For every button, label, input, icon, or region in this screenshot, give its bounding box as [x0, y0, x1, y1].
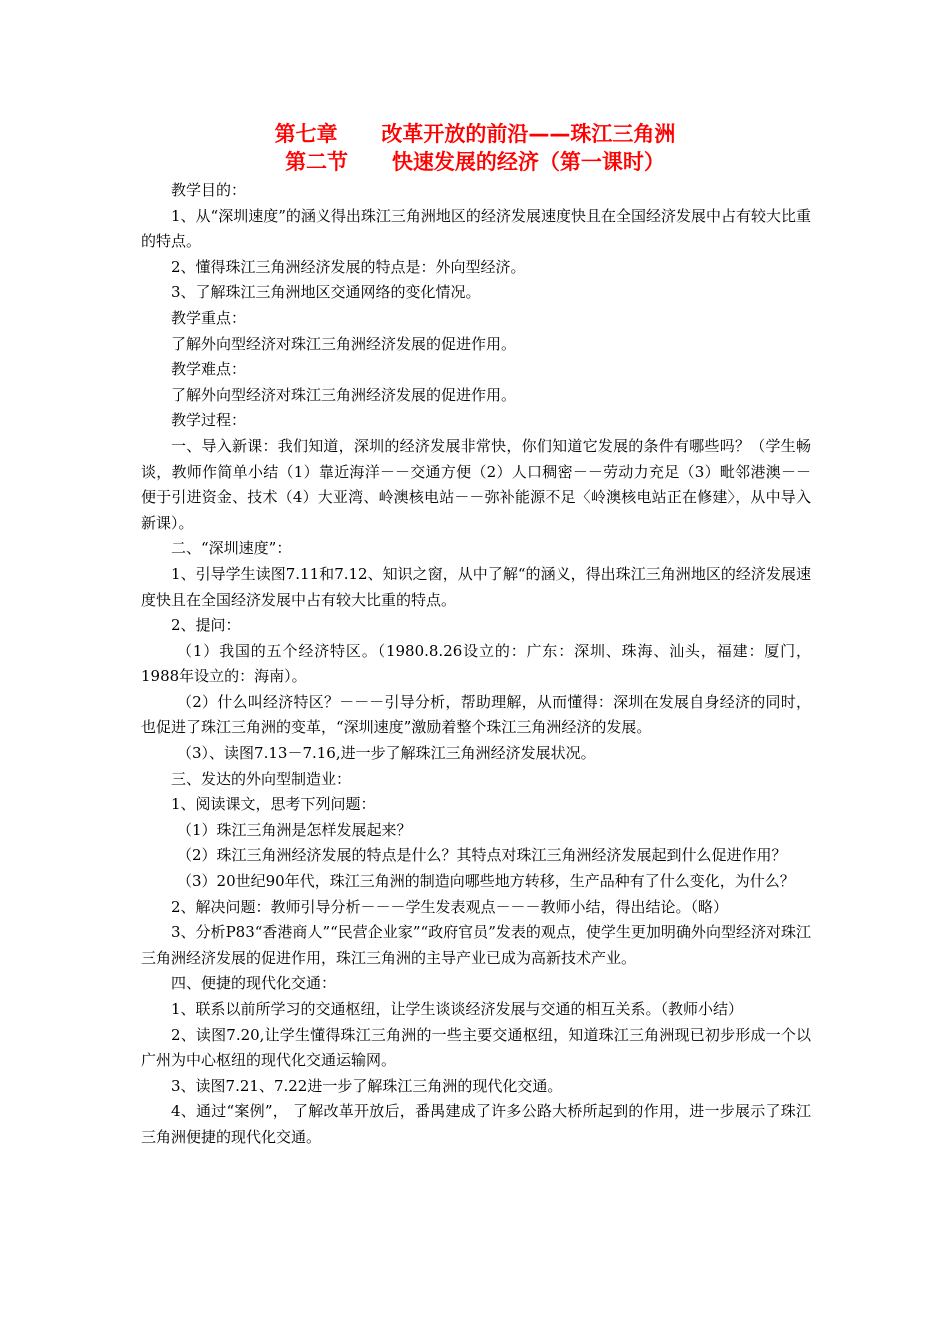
- objective-2: 2、懂得珠江三角洲经济发展的特点是：外向型经济。: [171, 257, 526, 276]
- section-3-question-1: （1）珠江三角洲是怎样发展起来？: [177, 820, 412, 839]
- document-body: [141, 178, 811, 1151]
- section-4-item-1: 1、联系以前所学习的交通枢纽，让学生谈谈经济发展与交通的相互关系。（教师小结）: [171, 1000, 744, 1018]
- difficulties-text: 了解外向型经济对珠江三角洲经济发展的促进作用。: [171, 385, 517, 404]
- heading-key-points: 教学重点：: [171, 308, 247, 327]
- section-4-item-4: 4、通过“案例”， 了解改革开放后，番禺建成了许多公路大桥所起到的作用，进一步展示了珠江三角洲便捷的现代化交通。: [141, 1102, 811, 1146]
- section-2-item-1: 1、引导学生读图7.11和7.12、知识之窗，从中了解“的涵义，得出珠江三角洲地区的经济发展速度快且在全国经济发展中占有较大比重的特点。: [141, 564, 811, 609]
- section-4-item-3: 3、读图7.21、7.22进一步了解珠江三角洲的现代化交通。: [171, 1076, 563, 1095]
- section-2-heading: 二、“深圳速度”：: [171, 539, 292, 558]
- section-4-item-2: 2、读图7.20,让学生懂得珠江三角洲的一些主要交通枢纽，知道珠江三角洲现已初步形成一个以广州为中心枢纽的现代化交通运输网。: [141, 1025, 811, 1070]
- objective-3: 3、了解珠江三角洲地区交通网络的变化情况。: [171, 283, 481, 302]
- section-2-question-2: （2）什么叫经济特区？－－－引导分析，帮助理解，从而懂得：深圳在发展自身经济的同时，也促进了珠江三角洲的变革，“深圳速度”激励着整个珠江三角洲经济的发展。: [141, 692, 811, 737]
- section-3-question-3: （3）20世纪90年代，珠江三角洲的制造向哪些地方转移，生产品种有了什么变化，为什么？: [177, 872, 795, 891]
- key-points-text: 了解外向型经济对珠江三角洲经济发展的促进作用。: [171, 334, 517, 353]
- heading-process: 教学过程：: [171, 411, 247, 430]
- section-4-heading: 四、便捷的现代化交通：: [171, 974, 337, 993]
- section-3-question-2: （2）珠江三角洲经济发展的特点是什么？其特点对珠江三角洲经济发展起到什么促进作用？: [177, 846, 787, 865]
- section-3-heading: 三、发达的外向型制造业：: [171, 769, 352, 788]
- section-3-item-1: 1、阅读课文，思考下列问题：: [171, 795, 376, 814]
- section-title: 第二节 快速发展的经济（第一课时）: [285, 150, 665, 174]
- section-2-item-2: 2、提问：: [171, 616, 241, 635]
- heading-difficulties: 教学难点：: [171, 360, 247, 379]
- section-2-question-3: （3）、读图7.13－7.16,进一步了解珠江三角洲经济发展状况。: [177, 744, 596, 763]
- heading-objectives: 教学目的：: [171, 181, 247, 199]
- section-2-question-1: （1）我国的五个经济特区。（1980.8.26设立的：广东：深圳、珠海、汕头，福建：厦门，1988年设立的：海南）。: [141, 641, 811, 686]
- section-3-item-2: 2、解决问题：教师引导分析－－－学生发表观点－－－教师小结，得出结论。（略）: [171, 897, 729, 916]
- objective-1: 1、从“深圳速度”的涵义得出珠江三角洲地区的经济发展速度快且在全国经济发展中占有较大比重的特点。: [141, 206, 811, 251]
- process-intro: 一、导入新课：我们知道，深圳的经济发展非常快，你们知道它发展的条件有哪些吗？（学生畅谈，教师作简单小结（1）靠近海洋－－交通方便（2）人口稠密－－劳动力充足（3）毗邻港澳－－便于引进资金、技术（4）大亚湾、岭澳核电站－－弥补能源不足〈岭澳核电站正在修建〉，从中导入新课）。: [141, 436, 811, 532]
- chapter-title: 第七章 改革开放的前沿——珠江三角洲: [274, 122, 676, 146]
- section-3-item-3: 3、分析P83“香港商人”“民营企业家”“政府官员”发表的观点，使学生更加明确外向型经济对珠江三角洲经济发展的促进作用，珠江三角洲的主导产业已成为高新技术产业。: [141, 923, 811, 967]
